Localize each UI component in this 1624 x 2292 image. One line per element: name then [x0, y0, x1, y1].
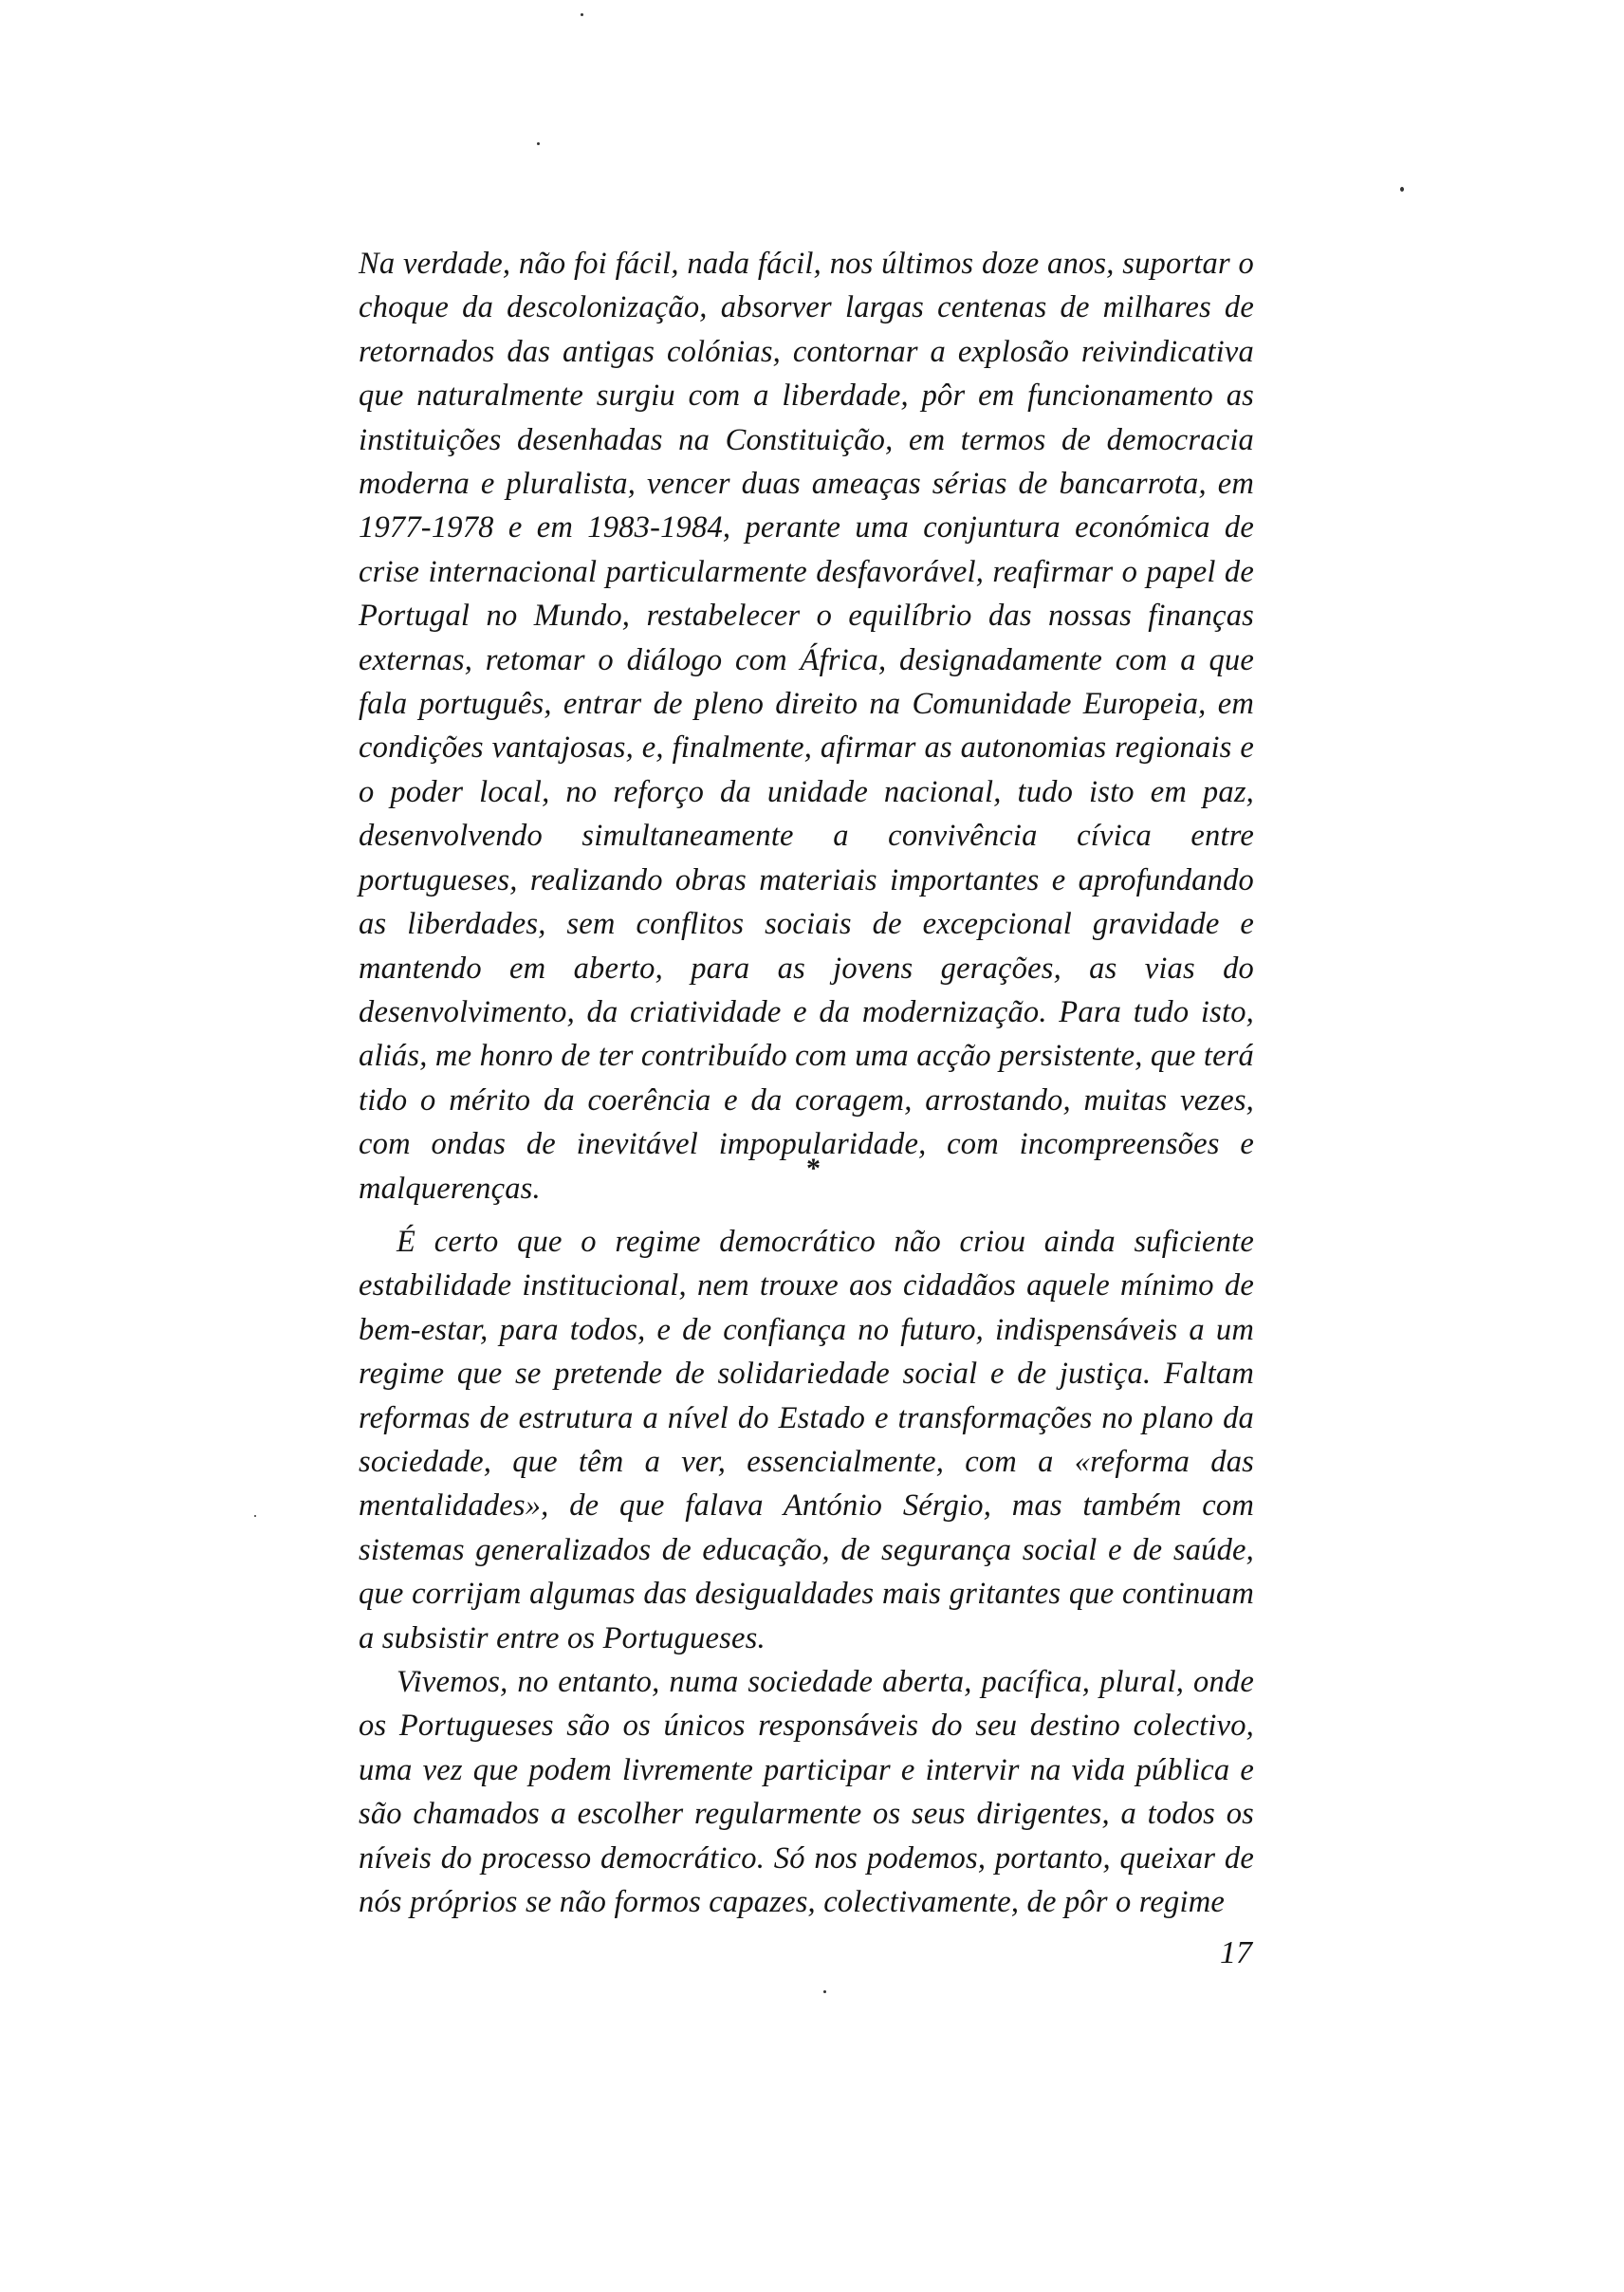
- paragraph: Na verdade, não foi fácil, nada fácil, nos últimos doze anos, suportar o choque da descolonização, absorver largas centenas de milhares de retornados das antigas colónias, contornar a explosão reivindicativa que naturalmente surgiu com a liberdade, pôr em funcionamento as instituições desenhadas na Constituição, em termos de democracia moderna e pluralista, vencer duas ameaças sérias de bancarrota, em 1977-1978 e em 1983-1984, perante uma conjuntura económica de crise internacional particularmente desfavorável, reafirmar o papel de Portugal no Mundo, restabelecer o equilíbrio das nossas finanças externas, retomar o diálogo com África, designadamente com a que fala português, entrar de pleno direito na Comunidade Europeia, em condições vantajosas, e, finalmente, afirmar as autonomias regionais e o poder local, no reforço da unidade nacional, tudo isto em paz, desenvolvendo simultaneamente a convivência cívica entre portugueses, realizando obras materiais importantes e aprofundando as liberdades, sem conflitos sociais de excepcional gravidade e mantendo em aberto, para as jovens gerações, as vias do desenvolvimento, da criatividade e da modernização. Para tudo isto, aliás, me honro de ter contribuído com uma acção persistente, que terá tido o mérito da coerência e da coragem, arrostando, muitas vezes, com ondas de inevitável impopularidade, com incompreensões e malquerenças.: [359, 247, 1254, 1206]
- section-separator: *: [806, 1153, 821, 1184]
- scan-speck: [1400, 187, 1404, 192]
- scan-speck: [254, 1515, 256, 1517]
- paragraph: É certo que o regime democrático não criou ainda suficiente estabilidade institucional, nem trouxe aos cidadãos aquele mínimo de bem-estar, para todos, e de confiança no futuro, indispensáveis a um regime que se pretende de solidariedade social e de justiça. Faltam reformas de estrutura a nível do Estado e transformações no plano da sociedade, que têm a ver, essencialmente, com a «reforma das mentalidades», de que falava António Sérgio, mas também com sistemas generalizados de educação, de segurança social e de saúde, que corrijam algumas das desigualdades mais gritantes que continuam a subsistir entre os Portugueses.: [359, 1225, 1254, 1655]
- paragraph: Vivemos, no entanto, numa sociedade aberta, pacífica, plural, onde os Portugueses são os únicos responsáveis do seu destino colectivo, uma vez que podem livremente participar e intervir na vida pública e são chamados a escolher regularmente os seus dirigentes, a todos os níveis do processo democrático. Só nos podemos, portanto, queixar de nós próprios se não formos capazes, colectivamente, de pôr o regime: [359, 1665, 1254, 1920]
- text-section-1: [359, 242, 1254, 1211]
- scan-speck: [537, 142, 540, 145]
- text-section-2: [359, 1220, 1254, 1925]
- scan-speck: [581, 13, 583, 16]
- scan-speck: [823, 1990, 826, 1993]
- page-number: 17: [1220, 1935, 1252, 1970]
